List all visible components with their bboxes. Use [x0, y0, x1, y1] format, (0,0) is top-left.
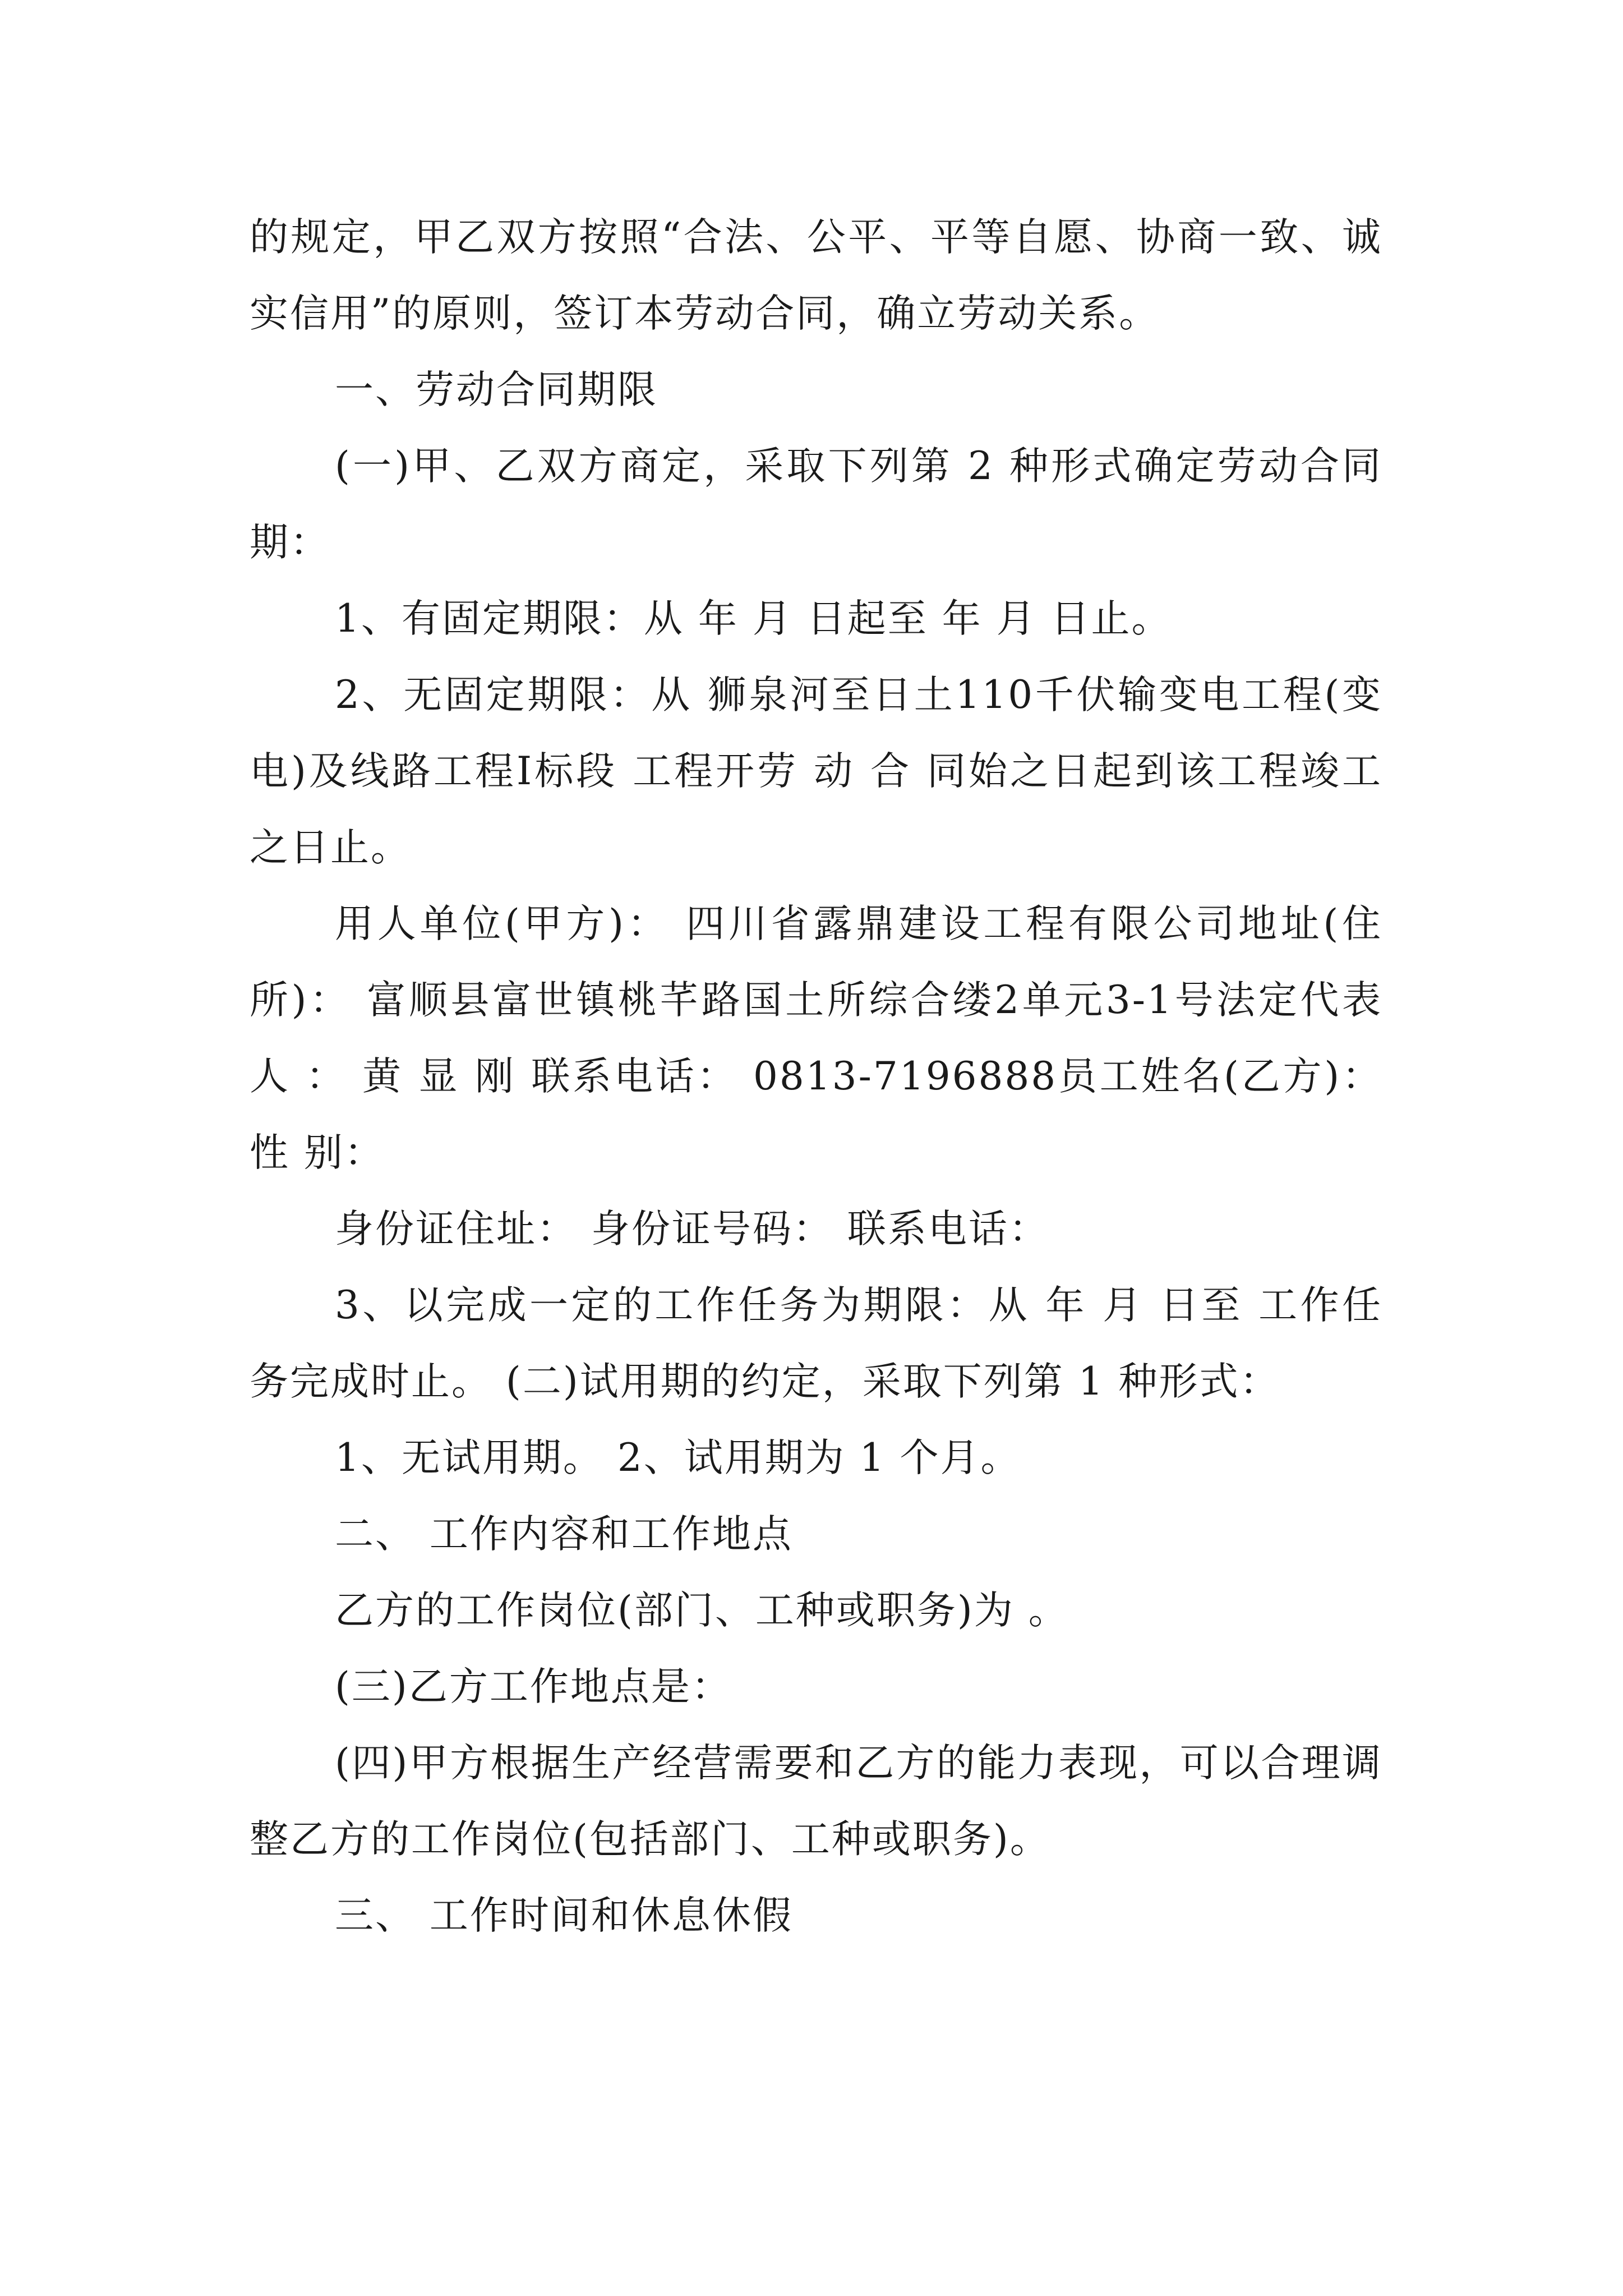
- document-body: [250, 199, 1382, 1954]
- paragraph-employer-info: 用人单位(甲方)： 四川省露鼎建设工程有限公司地址(住所)： 富顺县富世镇桃芊路国土所综合缕2单元3-1号法定代表人 ： 黄 显 刚 联系电话： 0813-7196888员工姓名(乙方)： 性 别：: [250, 901, 1382, 1175]
- paragraph-fixed-term: 1、有固定期限：从 年 月 日起至 年 月 日止。: [335, 596, 1172, 641]
- paragraph-term-form: (一)甲、乙双方商定，采取下列第 2 种形式确定劳动合同期：: [250, 444, 1382, 565]
- paragraph-job-position: 乙方的工作岗位(部门、工种或职务)为 。: [335, 1588, 1069, 1633]
- paragraph-position-adjustment: (四)甲方根据生产经营需要和乙方的能力表现，可以合理调整乙方的工作岗位(包括部门、工种或职务)。: [250, 1741, 1382, 1862]
- paragraph-probation: 1、无试用期。 2、试用期为 1 个月。: [335, 1435, 1021, 1480]
- paragraph-task-term: 3、以完成一定的工作任务为期限：从 年 月 日至 工作任务完成时止。 (二)试用期的约定，采取下列第 1 种形式：: [250, 1283, 1382, 1404]
- paragraph-open-term: 2、无固定期限：从 狮泉河至日土110千伏输变电工程(变电)及线路工程Ⅰ标段 工程开劳 动 合 同始之日起到该工程竣工之日止。: [250, 673, 1382, 870]
- paragraph-work-location: (三)乙方工作地点是：: [335, 1664, 732, 1709]
- paragraph-intro: 的规定，甲乙双方按照“合法、公平、平等自愿、协商一致、诚实信用”的原则，签订本劳动合同，确立劳动关系。: [250, 215, 1382, 336]
- paragraph-employee-id-info: 身份证住址： 身份证号码： 联系电话：: [335, 1207, 1049, 1251]
- section-heading-work-content: 二、 工作内容和工作地点: [335, 1512, 793, 1557]
- section-heading-working-hours: 三、 工作时间和休息休假: [335, 1893, 793, 1938]
- section-heading-contract-term: 一、劳动合同期限: [335, 367, 658, 412]
